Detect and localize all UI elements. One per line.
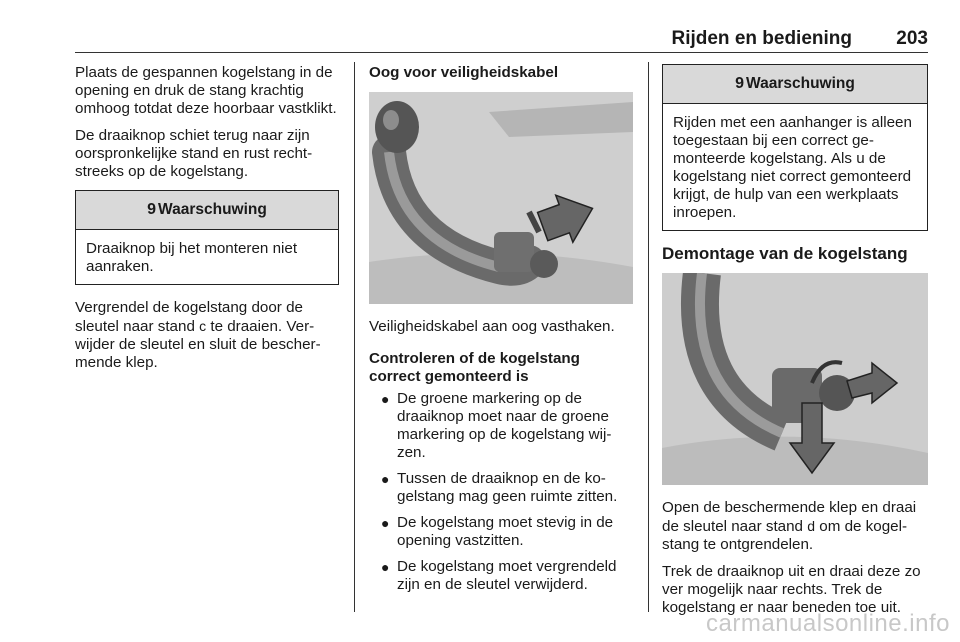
watermark: carmanualsonline.info [706,610,950,637]
warning-header [76,191,338,230]
image-caption-cable: Veiligheidskabel aan oog vasthaken. [369,318,615,335]
page-section-title: Rijden en bediening [671,28,852,49]
warning-text: Draaiknop bij het monteren niet aanraken. [86,240,298,275]
paragraph-knob-returns: De draaiknop schiet terug naar zijn oorspronkelijke stand en rust rechtstreeks op de kogelstang. [75,127,313,180]
tow-bar-removal-photo [662,273,928,485]
checklist [369,390,633,594]
warning-box-trailer [662,64,928,231]
warning-text: Rijden met een aanhanger is alleen toegestaan bij een correct gemonteerde kogelstang. Als u de kogelstang niet correct gemonteerd krijgt, de hulp van een werkplaats inroepen. [673,114,912,221]
bullet-icon: ● [381,515,390,531]
list-item: ● De kogelstang moet vergrendeld zijn en de sleutel verwijderd. [381,558,617,593]
unlock-position-icon: d [807,518,816,534]
warning-title: Waarschuwing [158,201,267,218]
warning-title: Waarschuwing [746,75,855,92]
header-divider [75,52,928,53]
warning-box-knob [75,190,339,285]
lock-position-icon: c [199,318,207,334]
column-divider-2 [648,62,649,612]
paragraph-unlock: Open de beschermende klep en draai de sleutel naar stand d om de kogelstang te ontgrendelen. [662,499,917,553]
list-item: ● Tussen de draaiknop en de kogelstang mag geen ruimte zitten. [381,470,618,505]
section-heading-removal: Demontage van de kogelstang [662,244,908,263]
paragraph-remove-ball: Trek de draaiknop uit en draai deze zo ver mogelijk naar rechts. Trek de kogelstang er naar beneden toe uit. [662,563,921,616]
warning-icon: 9 [147,201,157,218]
paragraph-lock-ball: Vergrendel de kogelstang door de sleutel naar stand c te draaien. Verwijder de sleutel en sluit de beschermende klep. [75,299,321,371]
warning-icon: 9 [735,75,745,92]
column-right [662,64,928,626]
page-header [75,28,928,50]
bullet-icon: ● [381,391,390,407]
section-heading-check: Controleren of de kogelstang correct gemonteerd is [369,350,580,385]
warning-header [663,65,927,104]
page-number: 203 [896,28,928,49]
bullet-icon: ● [381,559,390,575]
tow-bar-cable-eye-photo [369,92,633,304]
column-divider-1 [354,62,355,612]
bullet-icon: ● [381,471,390,487]
paragraph-insert-ball: Plaats de gespannen kogelstang in de opening en druk de stang krachtig omhoog totdat deze hoorbaar vastklikt. [75,64,337,117]
list-item: ● De kogelstang moet stevig in de opening vastzitten. [381,514,614,549]
column-middle [369,64,633,602]
column-left [75,64,339,381]
section-heading-cable-eye: Oog voor veiligheidskabel [369,64,559,81]
list-item: ● De groene markering op de draaiknop moet naar de groene markering op de kogelstang wijzen. [381,390,612,461]
